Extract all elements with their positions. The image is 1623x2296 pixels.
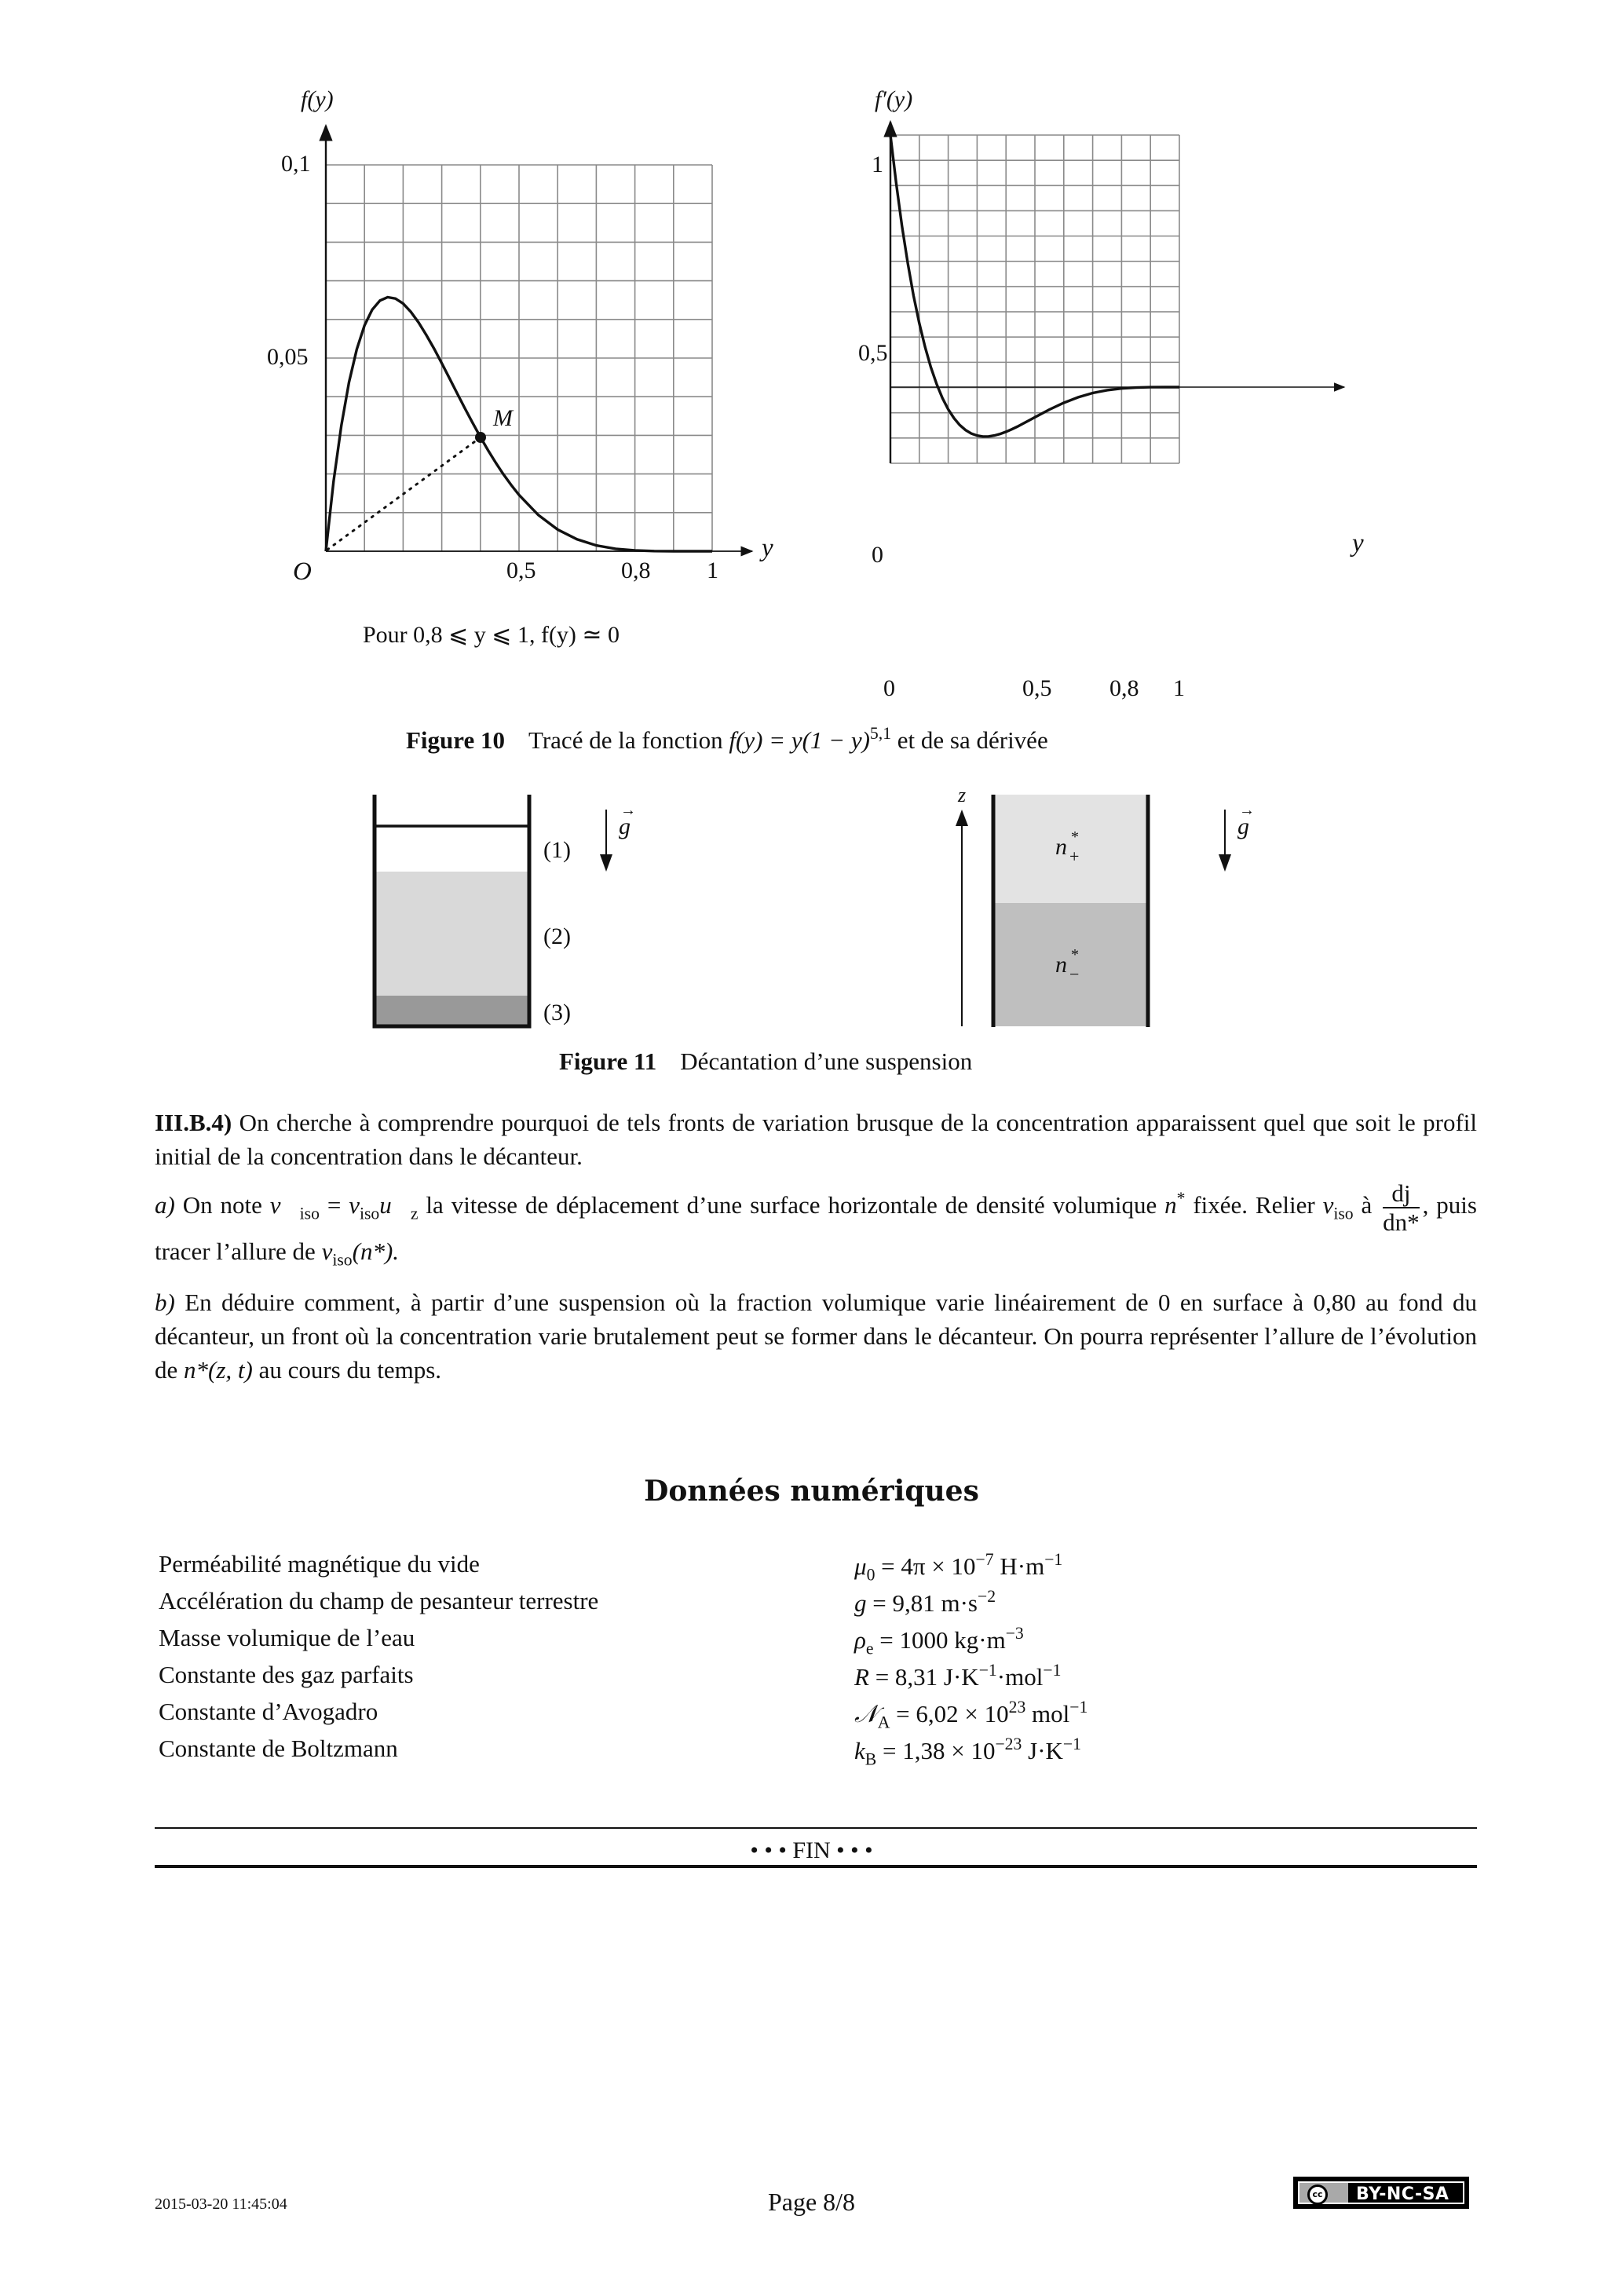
origin-label: O [293, 558, 312, 586]
figure-11-text: Décantation d’une suspension [680, 1047, 973, 1075]
left-xtick-0-8: 0,8 [621, 558, 651, 583]
question-part-a: a) On note $v⃗_{iso}$ = $v_{iso}u⃗_z$ la vitesse de déplacement d’une surface horizontale de densité volumique n* fixée. Relier $v_{iso}$ à $\frac{dj}{dn*}$ , puis tracer l’allure de $v_{iso}(n*)$. [155, 1179, 1477, 1270]
question-part-b: b) En déduire comment, à partir d’une suspension où la fraction volumique varie linéairement de 0 en surface à 0,80 au fond du décanteur, un front où la concentration varie brutalement peut se former dans le décanteur. On pourra représenter l’allure de l’évolution de n*(z, t) au cours du temps. [155, 1288, 1477, 1384]
left-ylabel: f(y) [301, 86, 334, 112]
constant-name: Constante des gaz parfaits [159, 1661, 414, 1688]
left-ytick-0-05: 0,05 [267, 344, 309, 370]
zone-3-fill [376, 996, 528, 1026]
constant-name: Perméabilité magnétique du vide [159, 1550, 480, 1578]
left-xtick-0-5: 0,5 [506, 558, 536, 583]
question-intro: III.B.4) On cherche à comprendre pourquoi de tels fronts de variation brusque de la concentration apparaissent quel que soit le profil initial de la concentration dans le décanteur. [155, 1109, 1477, 1170]
gravity-label-left: → g [619, 802, 636, 839]
left-ytick-0-1: 0,1 [281, 151, 311, 177]
left-xlabel: y [762, 534, 773, 562]
constant-value: 𝒩$_A$ = $6,02 \times 10^{23}$ mol$^{-1}$ [854, 1698, 1088, 1732]
figure-11-caption [559, 1047, 972, 1076]
n-plus-label: n * + [1055, 828, 1080, 866]
left-plot-note: Pour 0,8 ⩽ y ⩽ 1, f(y) ≃ 0 [363, 622, 620, 648]
constant-value: $\mu_0 = 4\pi \times 10^{-7}$ $H\cdot m^{-1}$ [854, 1550, 1063, 1585]
right-xtick-0: 0 [883, 675, 895, 701]
right-xtick-0-8: 0,8 [1109, 675, 1139, 701]
cc-license-badge[interactable] [1293, 2177, 1469, 2209]
point-m-label: M [493, 405, 513, 431]
constant-value: $\rho_e = 1000$ $kg\cdot m^{-3}$ [854, 1624, 1024, 1658]
footer-timestamp: 2015-03-20 11:45:04 [155, 2195, 287, 2213]
fin-top-rule [155, 1827, 1477, 1829]
z-arrowhead [956, 810, 968, 826]
left-xtick-1: 1 [707, 558, 718, 583]
constant-name: Accélération du champ de pesanteur terrestre [159, 1587, 599, 1614]
right-ylabel: f′(y) [875, 86, 913, 112]
figure-10-label: Figure 10 [406, 726, 505, 754]
zone-3-label: (3) [543, 1000, 571, 1026]
caption-formula: f(y) = y(1 − y) [729, 726, 870, 754]
constant-value: g = 9,81 $m\cdot s^{-2}$ [854, 1587, 996, 1617]
gravity-label-right: → g [1237, 802, 1255, 839]
constant-value: R = 8,31 $J\cdot K^{-1}\cdot mol^{-1}$ [854, 1661, 1062, 1691]
section-title-donnees: Données numériques [644, 1475, 979, 1508]
zone-2-label: (2) [543, 923, 571, 949]
figure-11-diagrams [0, 0, 1623, 1099]
constant-value: $k_B = 1,38 \times 10^{-23}$ $J\cdot K^{-1}$ [854, 1735, 1081, 1769]
question-iii-b-4 [155, 1106, 1477, 1387]
right-xtick-0-5: 0,5 [1022, 675, 1052, 701]
right-ytick-1: 1 [872, 152, 883, 177]
constant-name: Constante de Boltzmann [159, 1735, 398, 1762]
right-ytick-0-5: 0,5 [858, 340, 888, 366]
license-text: BY-NC-SA [1356, 2184, 1449, 2204]
n-minus-label: n * − [1055, 946, 1080, 984]
gravity-arrowhead-right [1219, 854, 1231, 872]
cc-icon: cc [1307, 2184, 1328, 2205]
caption-exponent: 5,1 [869, 724, 892, 743]
dj-dn-fraction: $\frac{dj}{dn*}$ [1383, 1179, 1420, 1236]
zone-1-label: (1) [543, 837, 571, 863]
footer-page-number: Page 8/8 [767, 2188, 856, 2216]
caption-suffix: et de sa dérivée [891, 726, 1048, 754]
right-xtick-1: 1 [1173, 675, 1185, 701]
zone-2-fill [376, 872, 528, 996]
right-xlabel: y [1352, 529, 1364, 558]
gravity-arrowhead-left [600, 854, 612, 872]
caption-prefix: Tracé de la fonction [528, 726, 729, 754]
z-axis-label: z [958, 784, 967, 806]
right-ytick-0: 0 [872, 542, 883, 568]
end-marker: • • • FIN • • • [750, 1837, 873, 1863]
constant-name: Constante d’Avogadro [159, 1698, 378, 1725]
fin-bottom-rule [155, 1865, 1477, 1868]
constant-name: Masse volumique de l’eau [159, 1624, 415, 1651]
figure-11-label: Figure 11 [559, 1047, 657, 1075]
